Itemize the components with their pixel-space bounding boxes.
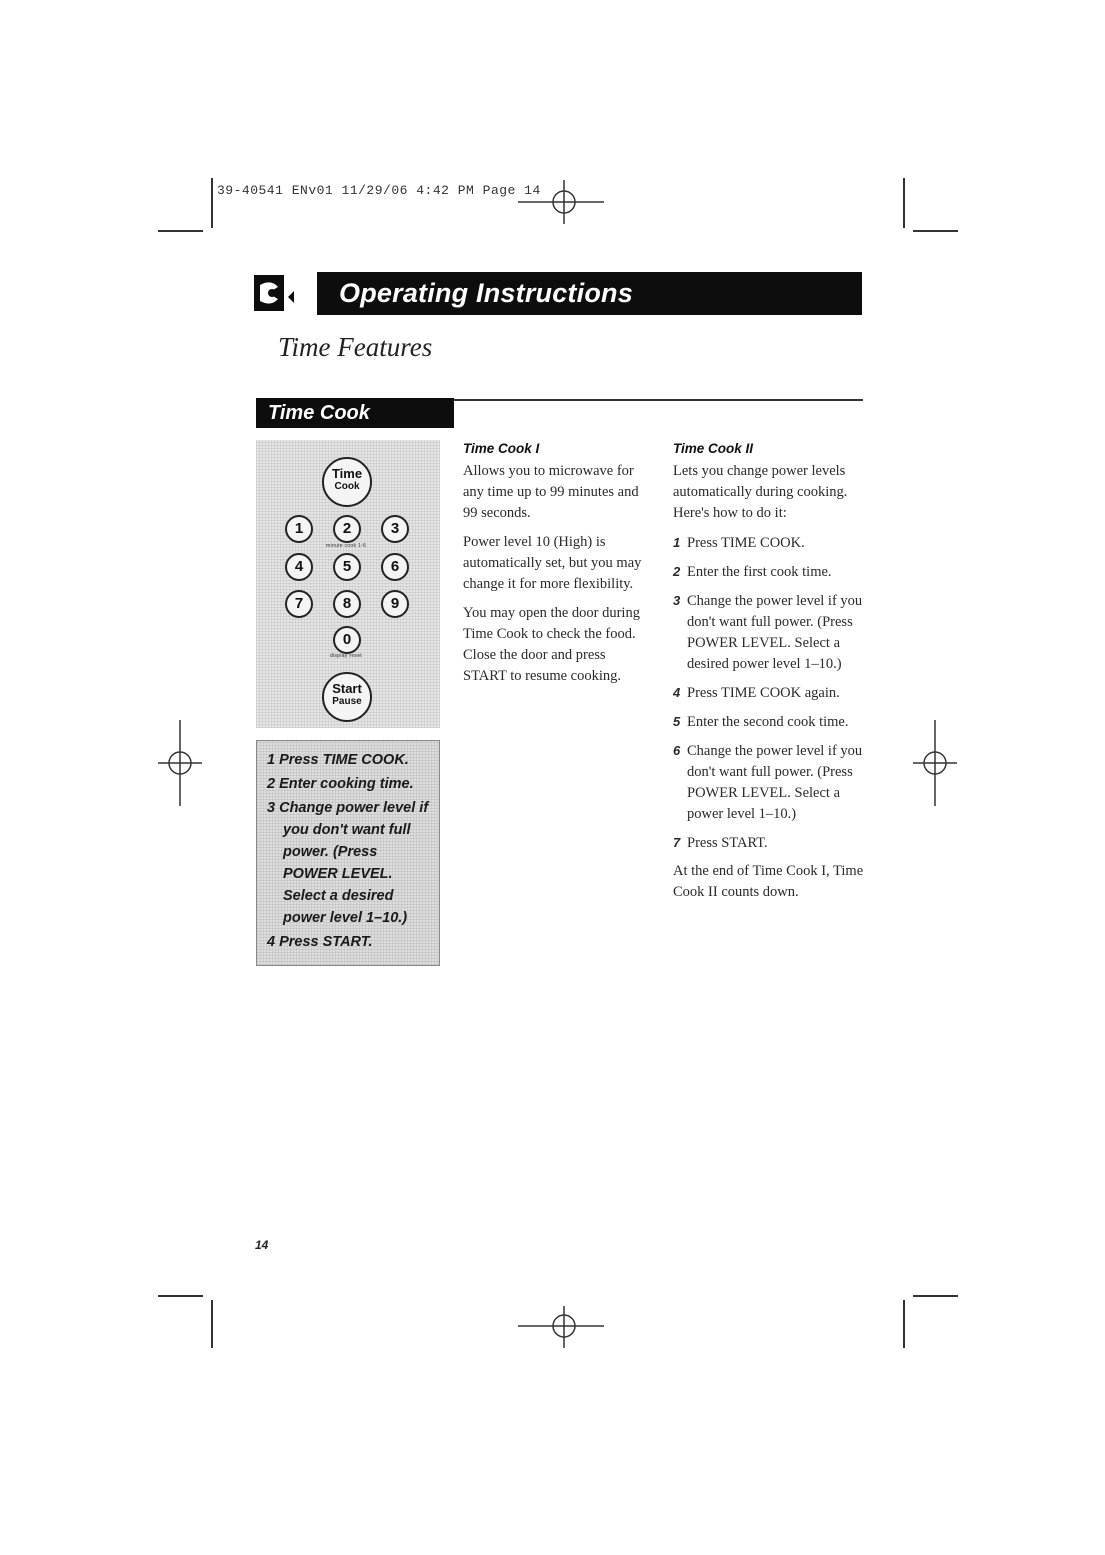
key-5: 5: [333, 553, 361, 581]
paragraph: Power level 10 (High) is automatically set, but you may change it for more flexibility.: [463, 534, 642, 592]
time-cook-2-column: [673, 438, 873, 911]
section-title: Time Features: [278, 332, 433, 362]
crop-mark: [903, 1300, 905, 1348]
registration-mark-right: [913, 720, 957, 806]
key-2-caption: minute cook 1-6: [326, 543, 367, 549]
list-item: 1 Press TIME COOK.: [673, 535, 805, 551]
quick-step: 3 Change power level if you don't want full power. (Press POWER LEVEL. Select a desired power level 1–10.): [267, 800, 429, 926]
column-heading: Time Cook II: [673, 441, 754, 456]
subsection-tab: Time Cook: [256, 398, 454, 428]
key-1: 1: [285, 515, 313, 543]
page-header-bar: Operating Instructions: [317, 272, 862, 315]
key-3: 3: [381, 515, 409, 543]
print-slug: 39-40541 ENv01 11/29/06 4:42 PM Page 14: [217, 183, 541, 198]
quick-step: 1 Press TIME COOK.: [267, 752, 409, 768]
crop-mark: [913, 230, 958, 232]
list-item: 7 Press START.: [673, 835, 768, 851]
paragraph: At the end of Time Cook I, Time Cook II counts down.: [673, 863, 864, 900]
quick-step: 2 Enter cooking time.: [267, 776, 414, 792]
crop-mark: [158, 1295, 203, 1297]
list-item: 6 Change the power level if you don't want full power. (Press POWER LEVEL. Select a power level 1–10.): [673, 743, 863, 822]
paragraph: You may open the door during Time Cook to check the food. Close the door and press START to resume cooking.: [463, 605, 640, 684]
quick-step: 4 Press START.: [267, 934, 373, 950]
column-heading: Time Cook I: [463, 441, 540, 456]
crop-mark: [158, 230, 203, 232]
key-0: 0: [333, 626, 361, 654]
key-8: 8: [333, 590, 361, 618]
list-item: 5 Enter the second cook time.: [673, 714, 849, 730]
keypad-illustration: [256, 440, 440, 728]
section-tab-icon: [254, 275, 304, 311]
list-item: 4 Press TIME COOK again.: [673, 685, 840, 701]
page-number: 14: [255, 1238, 269, 1252]
crop-mark: [913, 1295, 958, 1297]
start-pause-key: Start Pause: [322, 672, 372, 722]
divider-rule: [454, 399, 863, 401]
key-7: 7: [285, 590, 313, 618]
list-item: 3 Change the power level if you don't want full power. (Press POWER LEVEL. Select a desired power level 1–10.): [673, 593, 863, 672]
key-2: 2: [333, 515, 361, 543]
list-item: 2 Enter the first cook time.: [673, 564, 832, 580]
key-0-caption: display reset: [330, 653, 362, 659]
key-6: 6: [381, 553, 409, 581]
paragraph: Lets you change power levels automatically during cooking. Here's how to do it:: [673, 463, 848, 521]
registration-mark-left: [158, 720, 202, 806]
registration-mark-top: [518, 180, 604, 224]
crop-mark: [211, 1300, 213, 1348]
crop-mark: [903, 178, 905, 228]
key-4: 4: [285, 553, 313, 581]
quick-steps-panel: [256, 740, 440, 966]
key-9: 9: [381, 590, 409, 618]
crop-mark: [211, 178, 213, 228]
paragraph: Allows you to microwave for any time up to 99 minutes and 99 seconds.: [463, 463, 639, 521]
time-cook-1-column: [463, 438, 649, 695]
registration-mark-bottom: [518, 1306, 604, 1348]
time-cook-key: Time Cook: [322, 457, 372, 507]
